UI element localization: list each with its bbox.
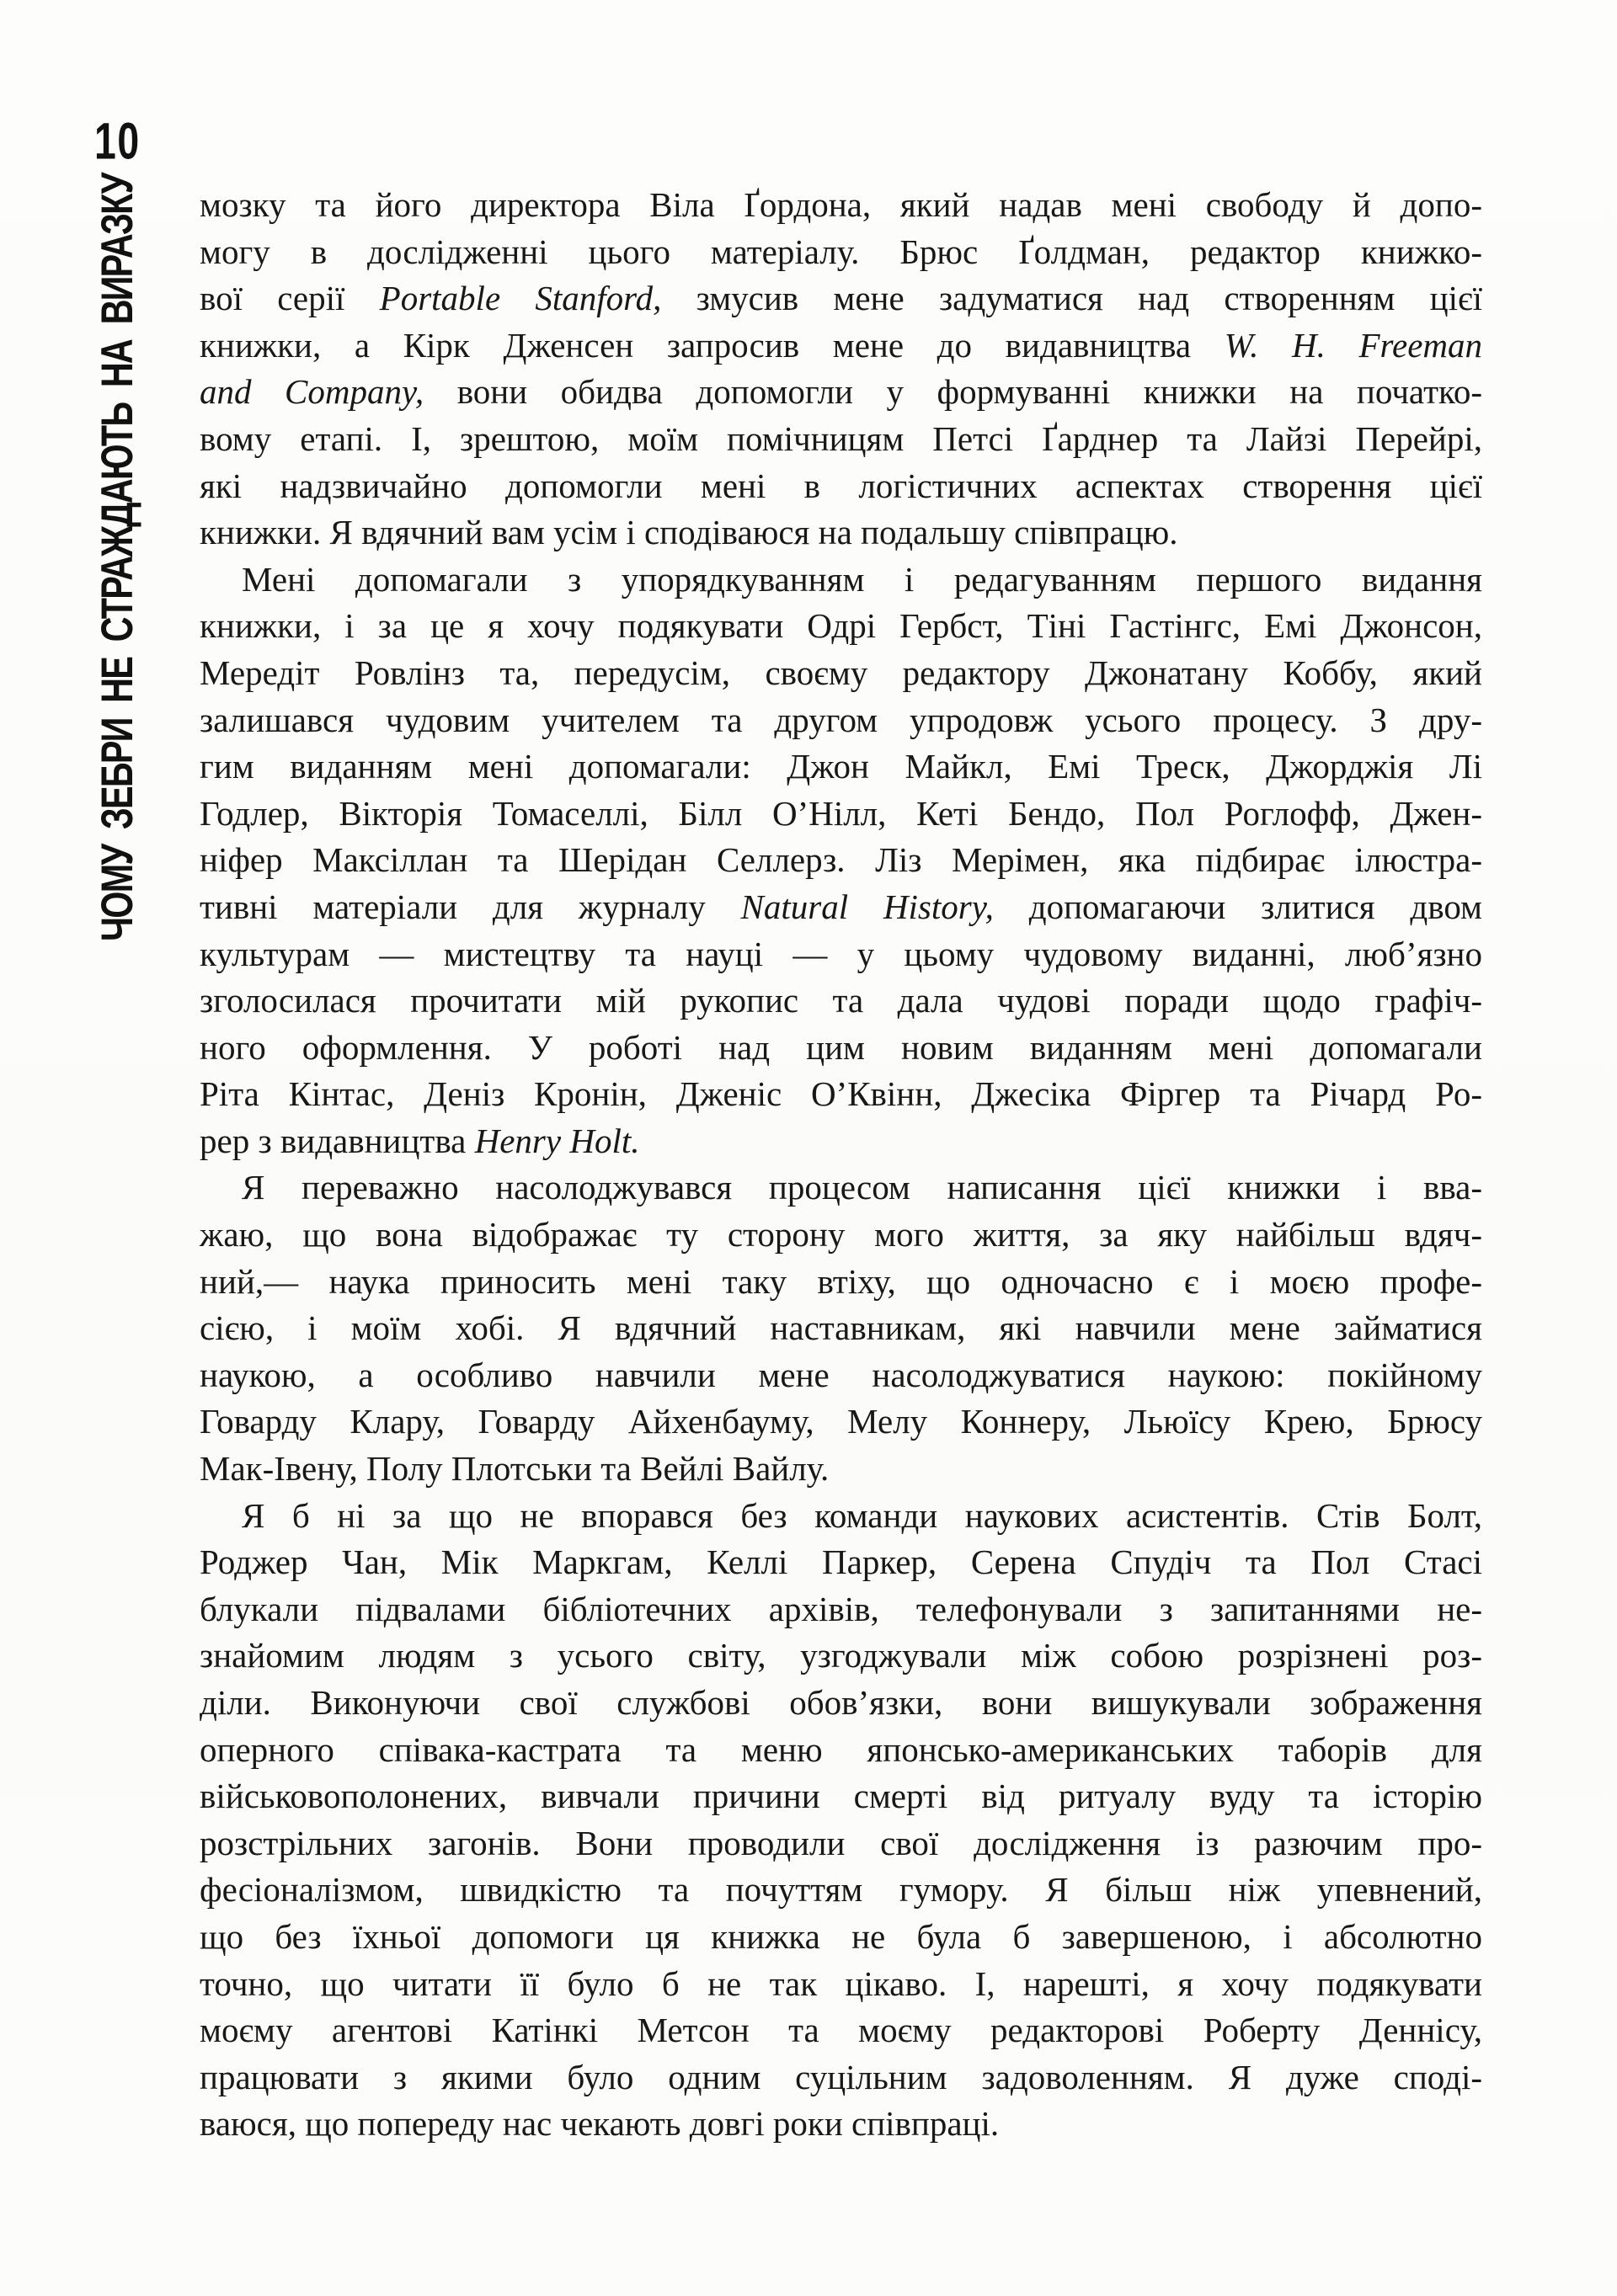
text-line: точно, що читати її було б не так цікаво. І, нарешті, я хочу подякувати xyxy=(200,1963,1482,2003)
text-line: книжки, а Кірк Дженсен запросив мене до видавництва W. H. Freeman xyxy=(200,325,1482,365)
text-line: сією, і моїм хобі. Я вдячний наставникам, які навчили мене займатися xyxy=(200,1308,1482,1348)
text-line: Ріта Кінтас, Деніз Кронін, Дженіс О’Квінн, Джесіка Фіргер та Річард Ро- xyxy=(200,1074,1482,1114)
text-line: розстрільних загонів. Вони проводили свої дослідження із разючим про- xyxy=(200,1823,1482,1862)
text-line: ний,— наука приносить мені таку втіху, що одночасно є і моєю профе- xyxy=(200,1261,1482,1301)
text-line: гим виданням мені допомагали: Джон Майкл, Емі Треск, Джорджія Лі xyxy=(200,747,1482,786)
text-line: тивні матеріали для журналу Natural History, допомагаючи злитися двом xyxy=(200,887,1482,926)
text-line: наукою, а особливо навчили мене насолоджуватися наукою: покійному xyxy=(200,1355,1482,1394)
text-line: Я б ні за що не впорався без команди наукових асистентів. Стів Болт, xyxy=(242,1495,1482,1535)
text-line: культурам — мистецтву та науці — у цьому чудовому виданні, люб’язно xyxy=(200,934,1482,973)
sidebar-running-title xyxy=(91,173,143,941)
text-line: Мередіт Ровлінз та, передусім, своєму редактору Джонатану Коббу, який xyxy=(200,653,1482,692)
text-line: жаю, що вона відображає ту сторону мого життя, за яку найбільш вдяч- xyxy=(200,1215,1482,1255)
text-line: рер з видавництва Henry Holt. xyxy=(200,1121,640,1160)
text-line: Мені допомагали з упорядкуванням і редагуванням першого видання xyxy=(242,559,1482,599)
text-line: що без їхньої допомоги ця книжка не була б завершеною, і абсолютно xyxy=(200,1916,1482,1956)
text-line: Годлер, Вікторія Томаселлі, Білл О’Нілл, Кеті Бендо, Пол Роглофф, Джен- xyxy=(200,793,1482,833)
text-line: ного оформлення. У роботі над цим новим виданням мені допомагали xyxy=(200,1027,1482,1067)
text-line: книжки, і за це я хочу подякувати Одрі Гербст, Тіні Гастінгс, Емі Джонсон, xyxy=(200,606,1482,646)
text-line: які надзвичайно допомогли мені в логістичних аспектах створення цієї xyxy=(200,466,1482,505)
sidebar-running-title-text: ЧОМУ ЗЕБРИ НЕ СТРАЖДАЮТЬ НА ВИРАЗКУ xyxy=(91,173,142,941)
text-line: вої серії Portable Stanford, змусив мене задуматися над створенням цієї xyxy=(200,279,1483,318)
text-line: ніфер Максіллан та Шерідан Селлерз. Ліз Мерімен, яка підбирає ілюстра- xyxy=(200,840,1482,880)
text-line: вому етапі. І, зрештою, моїм помічницям Петсі Ґарднер та Лайзі Перейрі, xyxy=(200,418,1482,458)
text-line: зголосилася прочитати мій рукопис та дала чудові поради щодо графіч- xyxy=(200,981,1482,1020)
text-block xyxy=(200,182,1482,2148)
text-line: Роджер Чан, Мік Маркгам, Келлі Паркер, Серена Спудіч та Пол Стасі xyxy=(200,1542,1482,1582)
page-number: 10 xyxy=(94,112,141,171)
text-line: моєму агентові Катінкі Метсон та моєму редакторові Роберту Деннісу, xyxy=(200,2011,1482,2050)
text-line: фесіоналізмом, швидкістю та почуттям гумору. Я більш ніж упевнений, xyxy=(200,1870,1482,1910)
text-line: ваюся, що попереду нас чекають довгі роки співпраці. xyxy=(200,2104,1000,2144)
text-line: блукали підвалами бібліотечних архівів, телефонували з запитаннями не- xyxy=(200,1589,1482,1628)
text-line: книжки. Я вдячний вам усім і сподіваюся на подальшу співпрацю. xyxy=(200,513,1178,552)
text-line: працювати з якими було одним суцільним задоволенням. Я дуже споді- xyxy=(200,2057,1482,2096)
text-line: оперного співака-кастрата та меню японсько-американських таборів для xyxy=(200,1729,1482,1769)
text-line: and Company, вони обидва допомогли у формуванні книжки на початко- xyxy=(200,372,1482,412)
text-line: мозку та його директора Віла Ґордона, який надав мені свободу й допо- xyxy=(200,185,1482,224)
text-line: Говарду Клару, Говарду Айхенбауму, Мелу Коннеру, Льюїсу Крею, Брюсу xyxy=(200,1402,1482,1441)
text-line: військовополонених, вивчали причини смерті від ритуалу вуду та історію xyxy=(200,1777,1482,1816)
text-line: знайомим людям з усього світу, узгоджували між собою розрізнені роз- xyxy=(200,1636,1482,1675)
text-line: Я переважно насолоджувався процесом написання цієї книжки і вва- xyxy=(242,1168,1482,1207)
text-line: могу в дослідженні цього матеріалу. Брюс Ґолдман, редактор книжко- xyxy=(200,232,1482,271)
text-line: діли. Виконуючи свої службові обов’язки, вони вишукували зображення xyxy=(200,1683,1482,1722)
text-line: Мак-Івену, Полу Плотськи та Вейлі Вайлу. xyxy=(200,1449,830,1489)
text-line: залишався чудовим учителем та другом упродовж усього процесу. З дру- xyxy=(200,700,1482,739)
